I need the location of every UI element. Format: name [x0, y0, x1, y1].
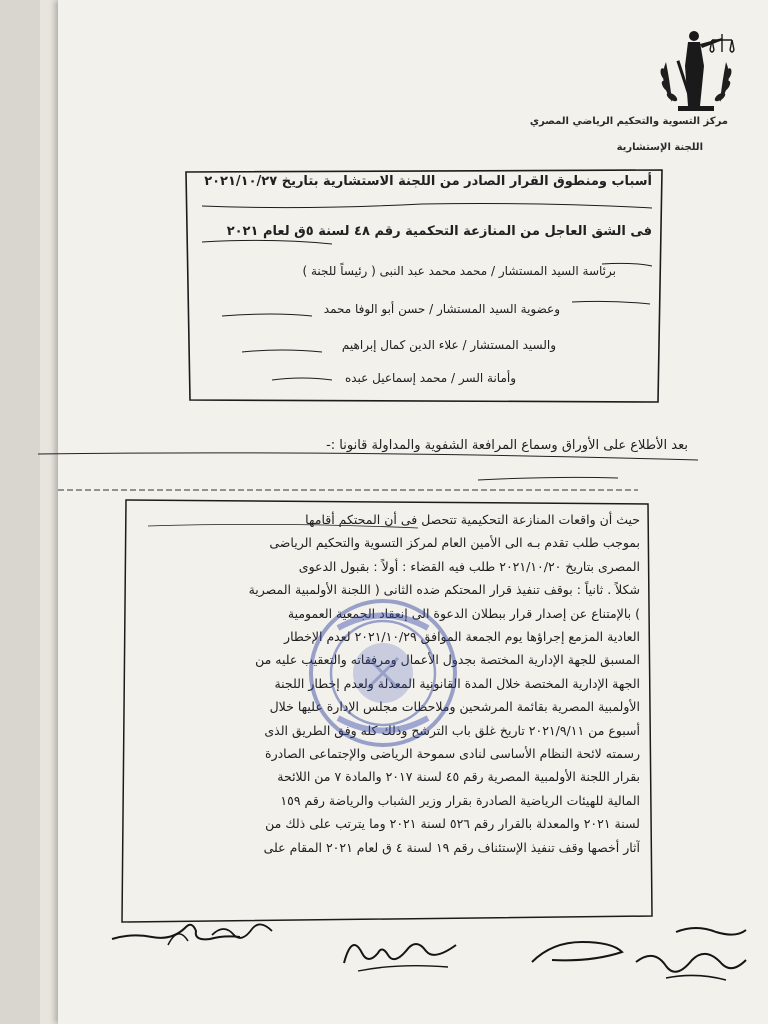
body-line: رسمته لائحة النظام الأساسى لنادى سموحة الرياضى والإجتماعى الصادرة: [265, 746, 640, 762]
document-page: [58, 0, 768, 1024]
body-line: أسبوع من ٢٠٢١/٩/١١ تاريخ غلق باب الترشح وذلك كله وفق الطريق الذى: [264, 722, 640, 738]
body-line: العادية المزمع إجراؤها يوم الجمعة الموافق ٢٠٢١/١٠/٢٩ لعدم الإخطار: [284, 629, 640, 645]
member-line-2: والسيد المستشار / علاء الدين كمال إبراهيم: [341, 338, 556, 352]
body-line: الأولمبية المصرية بقائمة المرشحين وملاحظات مجلس الإدارة عليها خلال: [269, 699, 640, 715]
body-line: المسبق للجهة الإدارية المختصة بجدول الأعمال ومرفقاته والتعقيب عليه من: [255, 652, 640, 668]
title-box: [182, 166, 666, 404]
intro-statement: بعد الأطلاع على الأوراق وسماع المرافعة الشفوية والمداولة قانونا :-: [326, 438, 688, 453]
body-line: بقرار اللجنة الأولمبية المصرية رقم ٤٥ لسنة ٢٠١٧ والمادة ٧ من اللائحة: [277, 769, 640, 785]
title-box-border: [182, 166, 666, 404]
body-line: حيث أن واقعات المنازعة التحكيمية تتحصل فى أن المحتكم أقامها: [305, 512, 640, 527]
body-line: شكلاً . ثانياً : بوقف تنفيذ قرار المحتكم ضده الثانى ( اللجنة الأولمبية المصرية: [248, 582, 640, 598]
official-stamp-icon: [298, 588, 468, 758]
signature-4: [526, 912, 756, 992]
case-number: فى الشق العاجل من المنازعة التحكمية رقم ٤٨ لسنة ٥ق لعام ٢٠٢١: [226, 224, 652, 239]
signature-3: [338, 925, 468, 980]
secretary-line: وأمانة السر / محمد إسماعيل عبده: [344, 371, 516, 385]
committee-name: اللجنة الإستشارية: [616, 142, 703, 153]
body-line: لسنة ٢٠٢١ والمعدلة بالقرار رقم ٥٢٦ لسنة ٢٠٢١ وما يترتب على ذلك من: [265, 816, 640, 832]
body-line: بموجب طلب تقدم بـه الى الأمين العام لمركز التسوية والتحكيم الرياضى: [269, 535, 640, 551]
organization-name: مركز التسوية والتحكيم الرياضي المصري: [529, 116, 728, 127]
justice-scales-logo-icon: [648, 22, 744, 118]
chairman-line: برئاسة السيد المستشار / محمد محمد عبد النبى ( رئيساً للجنة ): [302, 264, 616, 278]
signature-2: [208, 915, 278, 945]
body-line: المالية للهيئات الرياضية الصادرة بقرار وزير الشباب والرياضة رقم ١٥٩: [280, 792, 640, 808]
member-line-1: وعضوية السيد المستشار / حسن أبو الوفا محمد: [323, 302, 560, 316]
body-line: آثار أخصها وقف تنفيذ الإستئناف رقم ١٩ لسنة ٤ ق لعام ٢٠٢١ المقام على: [263, 839, 640, 855]
decision-title: أسباب ومنطوق القرار الصادر من اللجنة الاستشارية بتاريخ ٢٠٢١/١٠/٢٧: [204, 174, 652, 189]
body-line: المصرى بتاريخ ٢٠٢١/١٠/٢٠ طلب فيه القضاء : أولاً : بقبول الدعوى: [298, 558, 640, 574]
body-line: الجهة الإدارية المختصة خلال المدة القانونية المعدلة ولعدم إخطار اللجنة: [274, 675, 640, 691]
body-line: ) بالإمتناع عن إصدار قرار ببطلان الدعوة الى إنعقاد الجمعية العمومية: [287, 605, 640, 621]
